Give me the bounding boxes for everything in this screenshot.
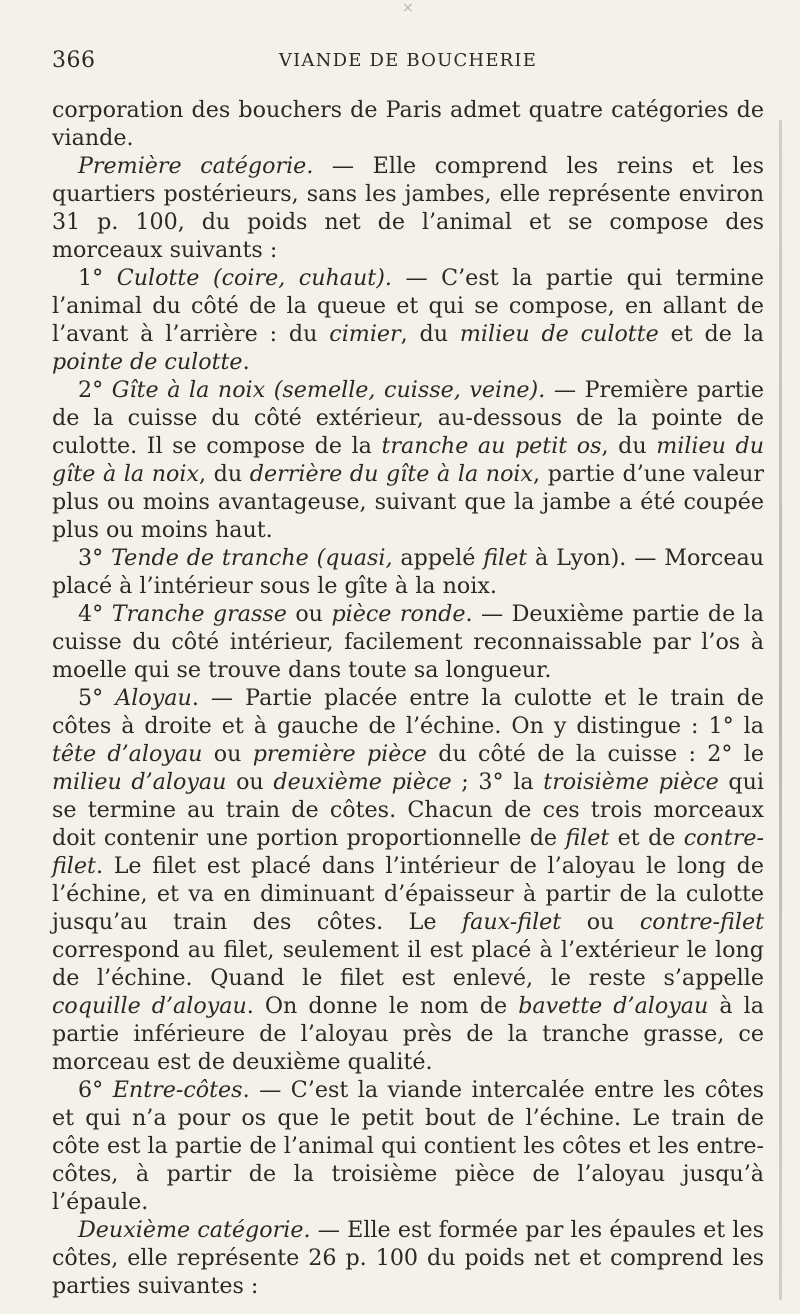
- item-5-number: 5°: [78, 685, 104, 711]
- item-5-deuxieme: deuxième pièce: [273, 769, 452, 795]
- item-5-contrefilet-2: contre-filet: [639, 909, 764, 935]
- item-1-number: 1°: [78, 265, 104, 291]
- item-1-milieu: milieu de culotte: [459, 321, 659, 347]
- item-5-text-3: du côté de la cuisse : 2° le: [426, 741, 765, 767]
- item-5-text-6: qui se termine au train de côtes. Chacun de ces trois morceaux doit contenir une portion proportionnelle de: [52, 769, 764, 851]
- first-category-label: Première catégorie.: [78, 153, 314, 179]
- item-5-paragraph: [52, 684, 764, 1076]
- item-1-text-1: — C’est la partie qui termine l’animal du côté de la queue et qui se compose, en allant de l’avant à l’arrière : du: [52, 265, 764, 347]
- item-5-text-9: ou: [561, 909, 640, 935]
- item-1-label: Culotte: [116, 265, 200, 291]
- item-4-text-1: ou: [286, 601, 332, 627]
- item-2-text-3: , du: [199, 461, 250, 487]
- item-4-piece: pièce ronde: [331, 601, 466, 627]
- book-page: [52, 0, 764, 1314]
- item-5-premiere: première pièce: [252, 741, 427, 767]
- first-category-paragraph: [52, 152, 764, 264]
- item-1-synonyms: (coire, cuhaut).: [212, 265, 392, 291]
- page-body: [52, 96, 764, 1300]
- item-6-number: 6°: [78, 1077, 104, 1103]
- item-5-coquille: coquille d’aloyau: [52, 993, 247, 1019]
- item-3-synonym-prefix: (quasi,: [316, 545, 393, 571]
- item-2-text-2: , du: [601, 433, 657, 459]
- second-category-label: Deuxième catégorie.: [78, 1217, 311, 1243]
- item-6-text: . — C’est la viande intercalée entre les côtes et qui n’a pour os que le petit bout de l’échine. Le train de côte est la partie de l’animal qui contient les côtes et les entre-côtes, à partir de la troisième pièce de l’aloyau jusqu’à l’épaule.: [52, 1077, 764, 1215]
- item-5-text-7: et de: [609, 825, 684, 851]
- item-5-text-4: ou: [226, 769, 274, 795]
- item-5-bavette: bavette d’aloyau: [518, 993, 709, 1019]
- item-1-paragraph: [52, 264, 764, 376]
- item-6-label: Entre-côtes: [112, 1077, 243, 1103]
- item-5-label: Aloyau: [115, 685, 192, 711]
- item-5-tete: tête d’aloyau: [52, 741, 203, 767]
- item-5-text-11: . On donne le nom de: [246, 993, 519, 1019]
- item-2-text-1: — Première partie de la cuisse du côté extérieur, au-dessous de la pointe de culotte. Il se compose de la: [52, 377, 764, 459]
- item-3-filet: filet: [483, 545, 528, 571]
- page-header: [52, 48, 764, 78]
- item-2-text-4: , partie d’une valeur plus ou moins avantageuse, suivant que la jambe a été coupée plus ou moins haut.: [52, 461, 764, 543]
- item-2-derriere: derrière du gîte à la noix: [249, 461, 534, 487]
- item-5-text-12: à la partie inférieure de l’aloyau près de la tranche grasse, ce morceau est de deuxième qualité.: [52, 993, 764, 1075]
- item-5-contrefilet: contre-filet: [52, 825, 764, 879]
- running-head: VIANDE DE BOUCHERIE: [278, 50, 538, 71]
- item-6-paragraph: [52, 1076, 764, 1216]
- item-3-text-1: appelé: [392, 545, 484, 571]
- intro-paragraph: corporation des bouchers de Paris admet quatre catégories de viande.: [52, 97, 764, 151]
- second-category-text: — Elle est formée par les épaules et les côtes, elle représente 26 p. 100 du poids net et comprend les parties suivantes :: [52, 1217, 764, 1299]
- item-2-number: 2°: [78, 377, 104, 403]
- item-1-text-2: , du: [400, 321, 460, 347]
- item-2-synonyms: (semelle, cuisse, veine).: [273, 377, 546, 403]
- item-3-number: 3°: [78, 545, 104, 571]
- scan-edge-line: [779, 120, 782, 1300]
- item-4-paragraph: [52, 600, 764, 684]
- item-2-milieu: milieu du gîte à la noix: [52, 433, 764, 487]
- item-2-tranche: tranche au petit os: [381, 433, 602, 459]
- item-1-cimier: cimier: [329, 321, 401, 347]
- item-5-text-1: . — Partie placée entre la culotte et le train de côtes à droite et à gauche de l’échine. On y distingue : 1° la: [52, 685, 764, 739]
- item-5-fauxfilet: faux-filet: [461, 909, 562, 935]
- item-4-number: 4°: [78, 601, 104, 627]
- first-category-text: — Elle comprend les reins et les quartiers postérieurs, sans les jambes, elle représente environ 31 p. 100, du poids net de l’animal et se compose des morceaux suivants :: [52, 153, 764, 263]
- item-3-paragraph: [52, 544, 764, 600]
- item-1-text-4: .: [242, 349, 250, 375]
- second-category-paragraph: [52, 1216, 764, 1300]
- item-5-text-10: correspond au filet, seulement il est placé à l’extérieur le long de l’échine. Quand le filet est enlevé, le reste s’appelle: [52, 937, 764, 991]
- item-5-text-5: ; 3° la: [451, 769, 544, 795]
- item-5-troisieme: troisième pièce: [543, 769, 719, 795]
- item-1-text-3: et de la: [658, 321, 764, 347]
- page-number: 366: [52, 48, 96, 73]
- item-5-filet: filet: [565, 825, 610, 851]
- item-5-text-8: . Le filet est placé dans l’intérieur de l’aloyau le long de l’échine, et va en diminuant d’épaisseur à partir de la culotte jusqu’au train des côtes. Le: [52, 853, 764, 935]
- item-3-label: Tende de tranche: [111, 545, 309, 571]
- item-3-text-2: à Lyon). — Morceau placé à l’intérieur sous le gîte à la noix.: [52, 545, 764, 599]
- item-5-milieu: milieu d’aloyau: [52, 769, 227, 795]
- page-mark: ×: [402, 0, 414, 16]
- item-1-pointe: pointe de culotte: [52, 349, 243, 375]
- item-4-text-2: . — Deuxième partie de la cuisse du côté intérieur, facilement reconnaissable par l’os à moelle qui se trouve dans toute sa longueur.: [52, 601, 764, 683]
- item-2-label: Gîte à la noix: [111, 377, 266, 403]
- item-5-text-2: ou: [202, 741, 253, 767]
- item-4-label: Tranche grasse: [111, 601, 287, 627]
- item-2-paragraph: [52, 376, 764, 544]
